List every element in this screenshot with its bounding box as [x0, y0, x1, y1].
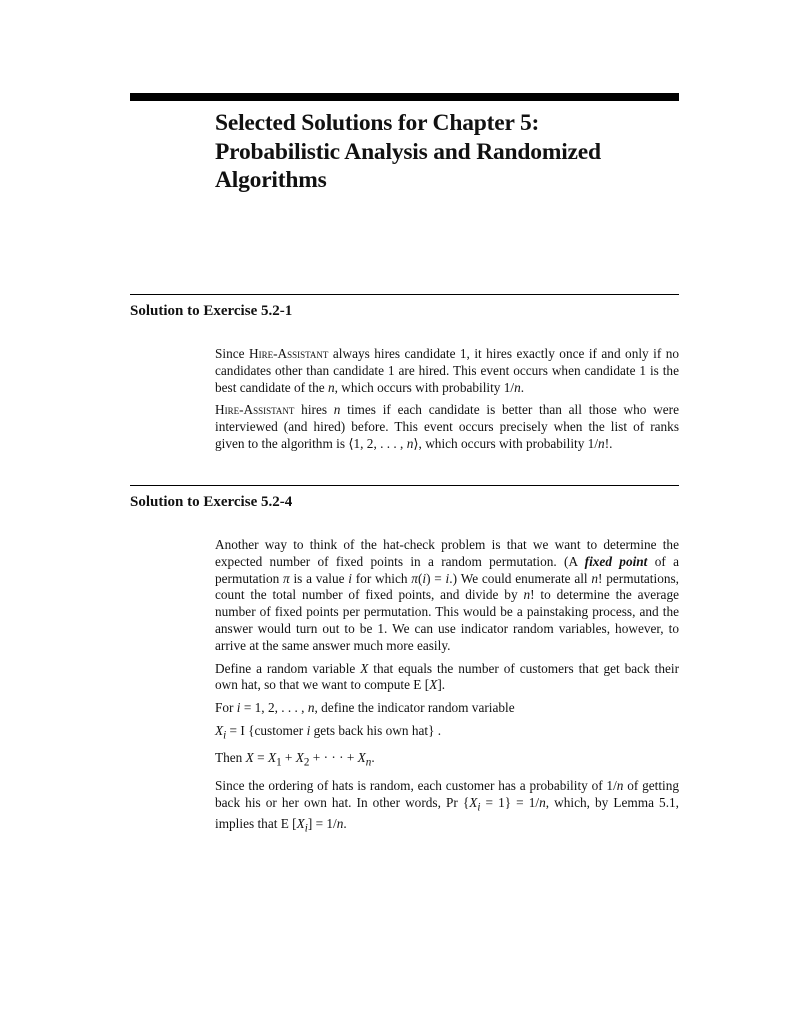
- math-var: X: [245, 750, 254, 766]
- text: times if each candidate is better than all those who were interviewed (and hired) before. This event occurs precisely when the list of ranks given to the algorithm is ⟨1, 2, . . . ,: [215, 402, 679, 451]
- text: .: [520, 379, 525, 395]
- text: Another way to think of the hat-check problem is that we want to determine the expected number of fixed points in a random permutation. (A: [215, 537, 679, 569]
- math-var: n: [336, 816, 344, 832]
- paragraph: [215, 537, 679, 655]
- section-rule: [130, 485, 679, 486]
- math-var: n: [327, 379, 335, 395]
- text: always hires candidate 1, it hires exactly once if and only if no candidates other than candidate 1 are hired. This event occurs when candidate 1 is the best candidate of the: [215, 346, 679, 395]
- text: , which occurs with probability 1/: [334, 379, 515, 395]
- text: Since the ordering of hats is random, each customer has a probability of 1/: [215, 777, 617, 793]
- text: = 1} = 1/: [480, 794, 540, 810]
- section-rule: [130, 294, 679, 295]
- algorithm-name: Hire-Assistant: [215, 402, 295, 418]
- text: Then: [215, 750, 246, 766]
- math-var: X: [295, 750, 304, 766]
- chapter-title-line: Algorithms: [215, 167, 327, 193]
- math-subscript: i: [477, 801, 481, 814]
- math-subscript: 2: [303, 757, 310, 770]
- math-var: i: [422, 570, 427, 586]
- math-var: i: [306, 722, 311, 738]
- text: =: [253, 750, 268, 766]
- text: is a value: [289, 570, 349, 586]
- math-var: X: [357, 750, 366, 766]
- math-var: i: [445, 570, 450, 586]
- paragraph: [215, 700, 679, 717]
- text: !.: [604, 435, 613, 451]
- text: for which: [352, 570, 412, 586]
- paragraph: [215, 661, 679, 695]
- text: gets back his own hat} .: [310, 722, 442, 738]
- math-var: n: [523, 587, 531, 603]
- text: Define a random variable: [215, 660, 361, 676]
- math-subscript: i: [304, 822, 308, 835]
- math-var: X: [267, 750, 277, 766]
- paragraph: [215, 402, 679, 452]
- chapter-title-line: Probabilistic Analysis and Randomized: [215, 138, 601, 165]
- math-var: n: [598, 435, 605, 451]
- display-equation: [215, 723, 679, 744]
- text: ! to determine the average number of fixed points per permutation. This would be a painstaking process, and the answer would turn out to be 1. We can use indicator random variables, however, to arrive at the same answer much more easily.: [215, 587, 679, 653]
- section-heading: Solution to Exercise 5.2-1: [130, 303, 293, 319]
- solution-body: [215, 346, 679, 459]
- text: , define the indicator random variable: [314, 700, 515, 716]
- text: .: [343, 816, 347, 832]
- top-rule: [130, 93, 679, 101]
- math-var: X: [429, 677, 438, 693]
- paragraph: [215, 346, 679, 396]
- solution-body: [215, 537, 679, 844]
- text: of getting back his or her own hat. In other words, Pr {: [215, 777, 680, 810]
- text: .) We could enumerate all: [449, 570, 592, 586]
- text: (: [417, 570, 423, 586]
- math-subscript: n: [365, 757, 372, 770]
- text: that equals the number of customers that get back their own hat, so that we want to compute E [: [215, 660, 680, 693]
- math-subscript: i: [223, 729, 227, 742]
- text: ) =: [426, 570, 446, 586]
- text: hires: [294, 402, 334, 418]
- math-var: n: [333, 402, 341, 418]
- math-var: X: [296, 816, 305, 832]
- text: For: [215, 700, 237, 716]
- text: ! permutations, count the total number of fixed points, and divide by: [215, 570, 679, 603]
- math-var: n: [591, 570, 599, 586]
- chapter-title-line: Selected Solutions for Chapter 5:: [215, 110, 540, 136]
- text: = I {customer: [226, 722, 307, 738]
- math-var: X: [360, 660, 369, 676]
- math-var: n: [307, 700, 315, 716]
- defined-term: fixed point: [584, 553, 648, 569]
- chapter-title: [215, 109, 655, 195]
- math-var: i: [236, 700, 241, 716]
- text: of a permutation: [215, 553, 679, 586]
- algorithm-name: Hire-Assistant: [249, 346, 329, 361]
- math-var: π: [283, 570, 290, 586]
- text: + · · · +: [309, 750, 358, 766]
- text: Since: [215, 346, 249, 361]
- paragraph: [215, 778, 679, 838]
- math-var: X: [215, 722, 224, 738]
- text: = 1, 2, . . . ,: [240, 700, 308, 716]
- math-var: π: [411, 570, 418, 586]
- math-var: n: [406, 435, 414, 451]
- section-heading: Solution to Exercise 5.2-4: [130, 494, 293, 510]
- math-var: n: [514, 379, 521, 395]
- math-subscript: 1: [276, 757, 282, 770]
- math-var: n: [616, 777, 624, 793]
- text: ⟩, which occurs with probability 1/: [413, 435, 599, 451]
- text: ] = 1/: [307, 816, 337, 832]
- paragraph: [215, 750, 679, 771]
- math-var: i: [348, 570, 352, 586]
- text: .: [371, 750, 375, 766]
- text: +: [281, 750, 296, 766]
- math-var: n: [539, 794, 546, 810]
- text: ].: [437, 677, 446, 693]
- math-var: X: [469, 794, 478, 810]
- text: , which, by Lemma 5.1, implies that E [: [215, 794, 679, 832]
